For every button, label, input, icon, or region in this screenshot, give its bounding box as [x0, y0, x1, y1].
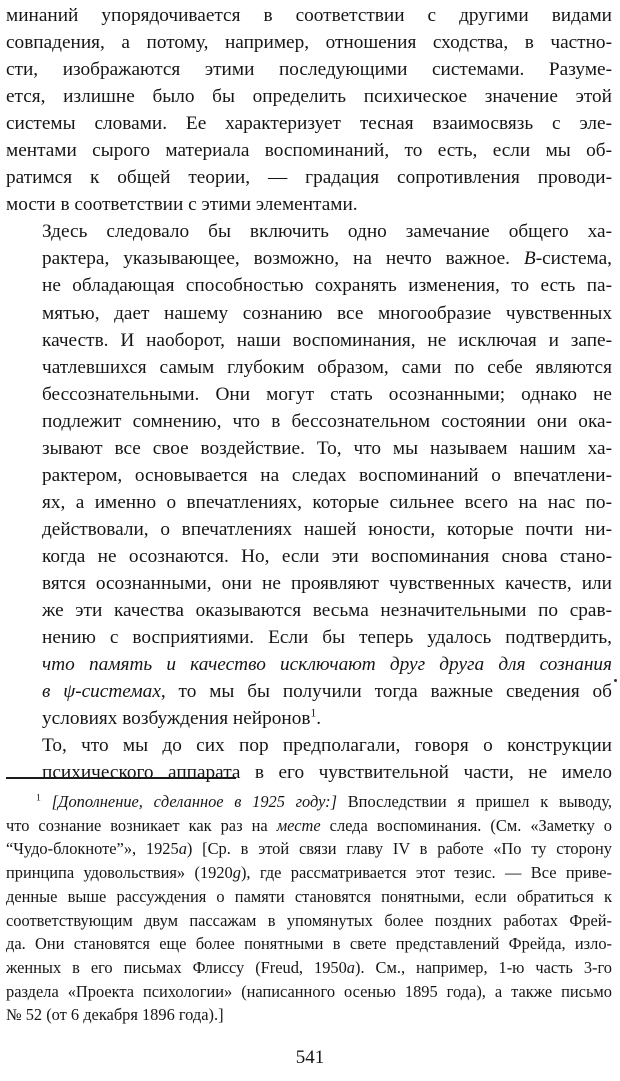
text-line: чатлевшихся самым глубоким образом, сами по себе являются [42, 356, 612, 378]
text-line: сти, изображаются этими последующими системами. Разуме- [6, 59, 612, 81]
text-line: рактером, основывается на следах воспоминаний о впечатлени- [42, 464, 612, 486]
footnote-line: женных в его письмах Флиссу (Freud, 1950a). См., например, 1-ю часть 3-го [6, 957, 612, 977]
text-line: вятся осознанными, они не проявляют чувственных качеств, или [42, 572, 612, 594]
footnote-line: соответствующим двум пассажам в упомянутых более поздних работах Фрей- [6, 910, 612, 930]
text-line: бессознательными. Они могут стать осознанными; однако не [42, 383, 612, 405]
text-line: зывают все свое воздействие. То, что мы называем нашим ха- [42, 437, 612, 459]
footnote-line: № 52 (от 6 декабря 1896 года).] [6, 1005, 224, 1025]
text-line: То, что мы до сих пор предполагали, говоря о конструкции [42, 735, 612, 757]
footnote-separator [6, 777, 236, 779]
text-line: рактера, указывающее, возможно, на нечто важное. B-система, [42, 248, 612, 270]
footnote-line: “Чудо-блокноте”», 1925a) [Ср. в этой связи главу IV в работе «По ту сторону [6, 839, 612, 859]
main-text [6, 2, 612, 786]
text-line: мятью, дает нашему сознанию все многообразие чувственных [42, 302, 612, 324]
text-line: ется, излишне было бы определить психическое значение этой [6, 86, 612, 108]
text-line: подлежит сомнению, что в бессознательном состоянии они ока- [42, 410, 612, 432]
text-line: не обладающая способностью сохранять изменения, то есть па- [42, 275, 612, 297]
text-line: ях, а именно о впечатлениях, которые сильнее всего на нас по- [42, 491, 612, 513]
text-line: действовали, о впечатлениях нашей юности, которые почти ни- [42, 518, 612, 540]
footnote-line: принципа удовольствия» (1920g), где рассматривается этот тезис. — Все приве- [6, 863, 612, 883]
footnote-line: да. Они становятся еще более понятными в свете представлений Фрейда, изло- [6, 934, 612, 954]
paragraph [6, 218, 612, 732]
text-line: системы словами. Ее характеризует тесная взаимосвязь с эле- [6, 113, 612, 135]
footnote [6, 790, 612, 1027]
scan-speck [614, 679, 617, 682]
footnote-line: раздела «Проекта психологии» (написанного осенью 1895 года), а также письмо [6, 981, 612, 1001]
text-line: совпадения, а потому, например, отношения сходства, в частно- [6, 32, 612, 54]
text-line: психического аппарата в его чувствительной части, не имело [42, 762, 612, 784]
text-line: мости в соответствии с этими элементами. [6, 194, 358, 216]
text-line: что память и качество исключают друг друга для сознания [42, 654, 612, 676]
page-number: 541 [295, 1047, 325, 1068]
text-line: в ψ-системах, то мы бы получили тогда важные сведения об [42, 681, 612, 703]
text-line: качеств. И наоборот, наши воспоминания, не исключая и запе- [42, 329, 612, 351]
text-line: условиях возбуждения нейронов$^1$. [42, 706, 322, 730]
text-line: ратимся к общей теории, — градация сопротивления проводи- [6, 167, 612, 189]
footnote-line: денные выше рассуждения о памяти становятся понятными, если обратиться к [6, 886, 612, 906]
text-line: когда не осознаются. Но, если эти воспоминания снова стано- [42, 545, 612, 567]
text-line: Здесь следовало бы включить одно замечание общего ха- [42, 221, 612, 243]
text-line: же эти качества оказываются весьма незначительными по срав- [42, 600, 612, 622]
footnote-line: что сознание возникает как раз на месте следа воспоминания. (См. «Заметку о [6, 815, 613, 835]
text-line: минаний упорядочивается в соответствии с другими видами [6, 5, 612, 26]
footnote-line: $^1$ [Дополнение, сделанное в 1925 году:] Впоследствии я пришел к выводу, [36, 792, 612, 811]
paragraph [6, 2, 612, 218]
text-line: нению с восприятиями. Если бы теперь удалось подтвердить, [42, 627, 612, 649]
text-line: ментами сырого материала воспоминаний, то есть, если мы об- [6, 140, 612, 162]
